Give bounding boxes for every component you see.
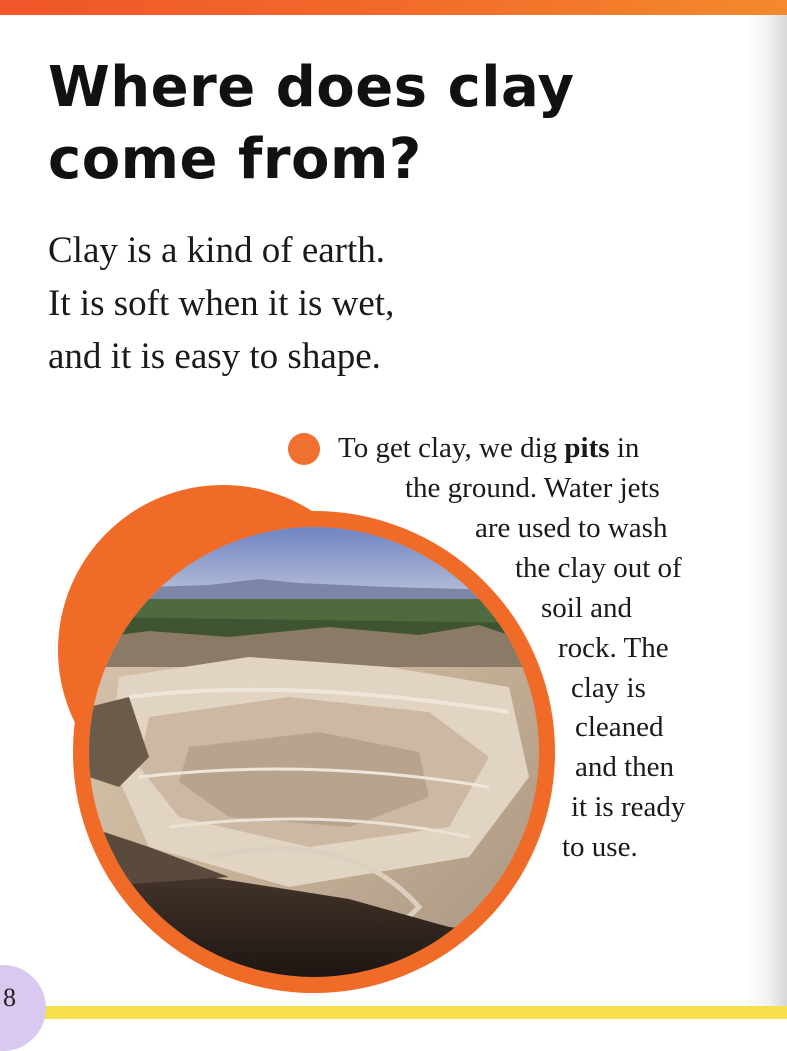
caption-line-1 <box>338 429 639 468</box>
caption-line-5: soil and <box>541 592 633 624</box>
caption-line-6: rock. The <box>558 632 669 664</box>
intro-paragraph <box>48 224 394 383</box>
orange-bullet-dot <box>288 433 320 465</box>
caption-line-3: are used to wash <box>475 512 668 544</box>
caption-text: in <box>609 432 640 464</box>
title-line-1: Where does clay <box>48 55 575 120</box>
caption-line-10: it is ready <box>571 791 686 823</box>
caption-text: To get clay, we dig <box>338 432 565 464</box>
caption-line-8: cleaned <box>575 711 664 743</box>
caption-line-9: and then <box>575 751 675 783</box>
top-color-band <box>0 0 787 15</box>
caption-keyword-pits: pits <box>564 432 610 464</box>
bottom-color-band <box>0 1006 787 1019</box>
clay-pit-photo <box>73 511 555 993</box>
intro-line-3: and it is easy to shape. <box>48 336 381 377</box>
caption-line-4: the clay out of <box>515 552 682 584</box>
title-line-2: come from? <box>48 127 422 192</box>
intro-line-2: It is soft when it is wet, <box>48 283 395 324</box>
caption-line-11: to use. <box>562 831 638 863</box>
caption-line-2: the ground. Water jets <box>405 472 660 504</box>
page-number: 8 <box>3 983 16 1012</box>
intro-line-1: Clay is a kind of earth. <box>48 230 386 271</box>
page-gutter-shadow <box>745 15 787 1006</box>
clay-pit-illustration <box>89 527 539 977</box>
caption-line-7: clay is <box>571 672 646 704</box>
page-title <box>48 52 575 196</box>
